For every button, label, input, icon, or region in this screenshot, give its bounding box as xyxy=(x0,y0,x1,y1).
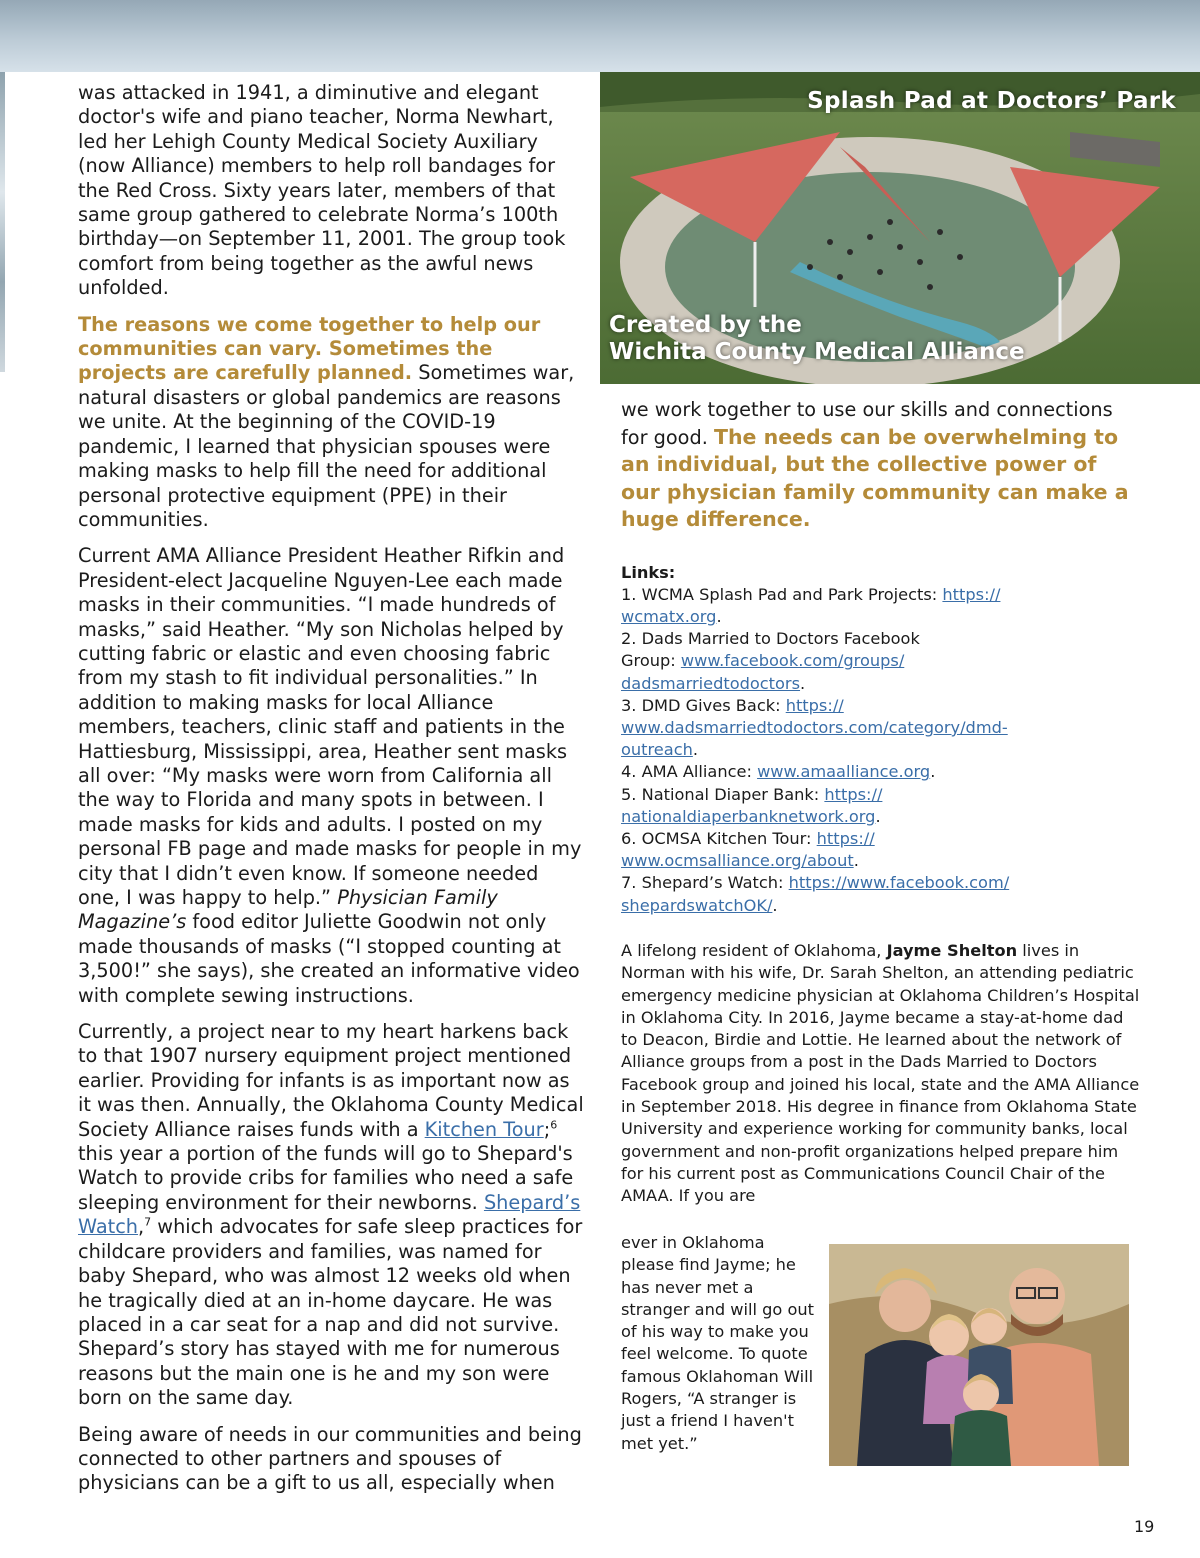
paragraph-nursery-text-c: which advocates for safe sleep practices for childcare providers and families, was named for baby Shepard, who was almost 12 weeks old when he tragically died at an in-home daycare. He was placed in a car seat for a nap and did not survive. Shepard’s story has stayed with me for numerous reasons but the main one is he and my son were born on the same day. xyxy=(78,1215,583,1410)
link-item-1 xyxy=(621,584,1141,628)
link-period: . xyxy=(930,762,936,782)
page-number: 19 xyxy=(1134,1517,1155,1536)
dmd-gives-back-url-link[interactable]: https:// xyxy=(785,695,844,715)
paragraph-nursery-text-b: this year a portion of the funds will go to Shepard's Watch to provide cribs for families who need a safe sleeping environment for their newborns. xyxy=(78,1142,574,1214)
link-period: . xyxy=(716,606,722,626)
author-bio-text-b: lives in Norman with his wife, Dr. Sarah Shelton, an attending pediatric emergency medicine physician at Oklahoma Children’s Hospital in Oklahoma City. In 2016, Jayme became a stay-at-home dad to Deacon, Birdie and Lottie. He learned about the network of Alliance groups from a post in the Dads Married to Doctors Facebook group and joined his local, state and the AMA Alliance in September 2018. His degree in finance from Oklahoma State University and experience working for community banks, local government and non-profit organizations helped prepare him for his current post as Communications Council Chair of the AMAA. If you are xyxy=(621,941,1140,1206)
wcma-url-link-cont[interactable]: wcmatx.org xyxy=(621,606,717,626)
left-edge-image-strip xyxy=(0,72,5,372)
link-item-2 xyxy=(621,628,1141,695)
right-column xyxy=(621,397,1141,1453)
link-period: . xyxy=(772,895,778,915)
dmd-facebook-url-link-cont[interactable]: dadsmarriedtodoctors xyxy=(621,673,801,693)
link-label-cont: Group: xyxy=(621,651,681,671)
paragraph-nursery-project xyxy=(78,1020,584,1411)
photo-caption-credit xyxy=(609,312,1025,366)
link-label: 7. Shepard’s Watch: xyxy=(621,873,789,893)
family-photo xyxy=(829,1244,1129,1466)
link-label: 5. National Diaper Bank: xyxy=(621,784,825,804)
family-photo-illustration xyxy=(829,1244,1129,1466)
left-column xyxy=(78,81,584,1508)
paragraph-reasons xyxy=(78,313,584,533)
author-name: Jayme Shelton xyxy=(886,941,1018,960)
paragraph-masks-text-a: Current AMA Alliance President Heather Rifkin and President-elect Jacqueline Nguyen-Lee each made masks in their communities. “I made hundreds of masks,” said Heather. “My son Nicholas helped by cutting fabric or elastic and even choosing fabric from my stash to fit individual personalities.” In addition to making masks for local Alliance members, teachers, clinic staff and patients in the Hattiesburg, Mississippi, area, Heather sent masks all over: “My masks were worn from California all the way to Florida and many spots in between. I made masks for kids and adults. I posted on my personal FB page and made masks for people in my city that I didn’t even know. If someone needed one, I was happy to help.” xyxy=(78,544,582,909)
paragraph-work-together xyxy=(621,397,1141,534)
paragraph-reasons-text: Sometimes war, natural disasters or global pandemics are reasons we unite. At the beginning of the COVID-19 pandemic, I learned that physician spouses were making masks to help fill the need for additional personal protective equipment (PPE) in their communities. xyxy=(78,361,575,531)
ocmsa-url-link-cont[interactable]: www.ocmsalliance.org/about xyxy=(621,851,854,871)
link-period: . xyxy=(853,851,859,871)
diaper-bank-url-link-cont[interactable]: nationaldiaperbanknetwork.org xyxy=(621,806,876,826)
footnote-6: 6 xyxy=(550,1118,558,1132)
diaper-bank-url-link[interactable]: https:// xyxy=(824,784,883,804)
ama-alliance-url-link[interactable]: www.amaalliance.org xyxy=(757,762,931,782)
link-period: . xyxy=(692,740,699,760)
link-item-3 xyxy=(621,695,1141,762)
paragraph-masks-text-b: food editor Juliette Goodwin not only made thousands of masks (“I stopped counting at 3,500!” she says), she created an informative video with complete sewing instructions. xyxy=(78,910,580,1007)
link-item-5 xyxy=(621,784,1141,828)
paragraph-nursery-text-a: Currently, a project near to my heart harkens back to that 1907 nursery equipment project mentioned earlier. Providing for infants is as important now as it was then. Annually, the Oklahoma County Medical Society Alliance raises funds with a xyxy=(78,1020,584,1141)
footnote-7: 7 xyxy=(144,1215,152,1229)
dmd-gives-back-url-link-end[interactable]: outreach xyxy=(621,740,693,760)
link-period: . xyxy=(800,673,806,693)
highlight-reasons: The reasons we come together to help our communities can vary. Sometimes the projects are carefully planned. xyxy=(78,312,541,385)
link-label: 6. OCMSA Kitchen Tour: xyxy=(621,828,817,848)
author-bio xyxy=(621,940,1141,1208)
photo-caption-title: Splash Pad at Doctors’ Park xyxy=(807,88,1176,114)
shepards-watch-link[interactable]: Shepard’s Watch xyxy=(78,1190,581,1239)
link-item-4 xyxy=(621,761,1141,783)
magazine-title: Physician Family Magazine’s xyxy=(78,886,498,934)
photo-caption-credit-line1: Created by the xyxy=(609,312,802,338)
link-period: . xyxy=(875,806,881,826)
paragraph-being-aware: Being aware of needs in our communities and being connected to other partners and spouses of physicians can be a gift to us all, especially when xyxy=(78,1422,582,1495)
shepards-watch-url-link[interactable]: https://www.facebook.com/ xyxy=(788,873,1010,893)
dmd-gives-back-url-link-cont[interactable]: www.dadsmarriedtodoctors.com/category/dmd- xyxy=(621,717,1008,737)
comma: , xyxy=(138,1215,145,1239)
photo-caption-credit-line2: Wichita County Medical Alliance xyxy=(609,339,1025,365)
link-label: 1. WCMA Splash Pad and Park Projects: xyxy=(621,584,943,604)
splash-pad-photo xyxy=(600,72,1200,384)
links-section xyxy=(621,562,1141,917)
highlight-collective-power: The needs can be overwhelming to an individual, but the collective power of our physician family community can make a huge difference. xyxy=(621,424,1129,531)
paragraph-masks xyxy=(78,544,584,1008)
link-label: 4. AMA Alliance: xyxy=(621,762,758,782)
links-title: Links: xyxy=(621,562,676,582)
paragraph-norma-newhart: was attacked in 1941, a diminutive and elegant doctor's wife and piano teacher, Norma Newhart, led her Lehigh County Medical Society Auxiliary (now Alliance) members to help roll bandages for the Red Cross. Sixty years later, members of that same group gathered to celebrate Norma’s 100th birthday—on September 11, 2001. The group took comfort from being together as the awful news unfolded. xyxy=(78,81,566,300)
link-item-6 xyxy=(621,828,1141,872)
semicolon: ; xyxy=(543,1117,551,1141)
dmd-facebook-url-link[interactable]: www.facebook.com/groups/ xyxy=(680,651,905,671)
kitchen-tour-link[interactable]: Kitchen Tour xyxy=(424,1117,544,1141)
link-item-7 xyxy=(621,872,1141,916)
link-label: 3. DMD Gives Back: xyxy=(621,695,786,715)
author-bio-text-a: A lifelong resident of Oklahoma, xyxy=(621,941,887,960)
author-bio-tail: ever in Oklahoma please find Jayme; he has never met a stranger and will go out of his way to make you feel welcome. To quote famous Oklahoman Will Rogers, “A stranger is just a friend I haven't met yet.” xyxy=(621,1233,814,1453)
paragraph-work-together-text: we work together to use our skills and connections for good. xyxy=(621,398,1113,449)
ocmsa-url-link[interactable]: https:// xyxy=(816,828,875,848)
link-label: 2. Dads Married to Doctors Facebook xyxy=(621,629,920,649)
top-banner-image xyxy=(0,0,1200,72)
shepards-watch-url-link-cont[interactable]: shepardswatchOK/ xyxy=(621,895,773,915)
wcma-url-link[interactable]: https:// xyxy=(942,584,1001,604)
